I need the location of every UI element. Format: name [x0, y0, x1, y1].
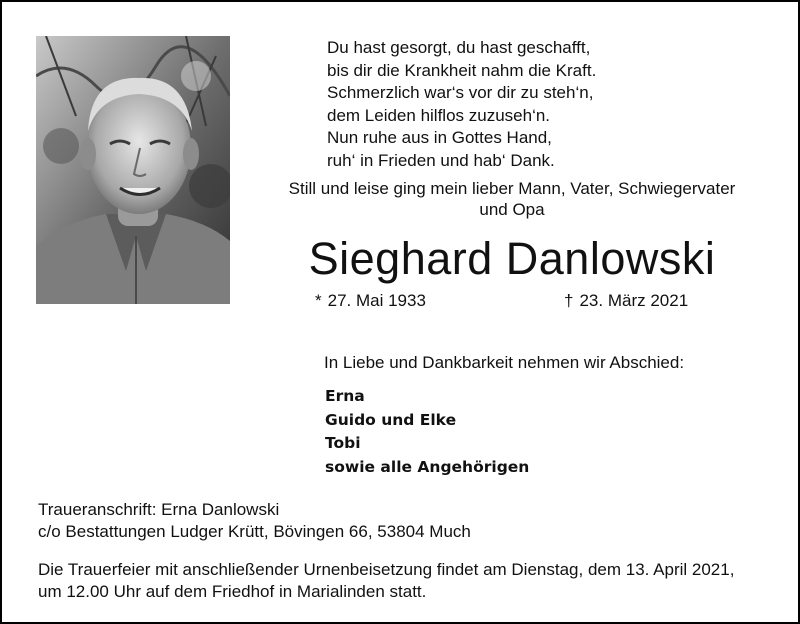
intro-line: und Opa: [479, 200, 545, 219]
mourners-list: [325, 385, 529, 479]
poem-line: bis dir die Krankheit nahm die Kraft.: [327, 60, 597, 80]
mourner: Guido und Elke: [325, 410, 457, 429]
ceremony-line: um 12.00 Uhr auf dem Friedhof in Marialinden statt.: [38, 582, 427, 601]
birth-symbol: *: [315, 291, 322, 310]
mourner: Erna: [325, 387, 365, 405]
deceased-name: Sieghard Danlowski: [308, 233, 716, 284]
announcement-intro: [242, 178, 782, 220]
ceremony-info: [38, 559, 788, 603]
birth-date-line: [315, 291, 426, 311]
mourner: sowie alle Angehörigen: [325, 457, 530, 476]
death-symbol: †: [564, 291, 574, 310]
poem-line: ruh‘ in Frieden und hab‘ Dank.: [327, 150, 555, 170]
address-line: Traueranschrift: Erna Danlowski: [38, 500, 280, 519]
death-date: 23. März 2021: [579, 291, 689, 310]
poem: [327, 37, 596, 172]
poem-line: Schmerzlich war‘s vor dir zu steh‘n,: [327, 83, 594, 102]
birth-date: 27. Mai 1933: [327, 291, 426, 310]
farewell-text: In Liebe und Dankbarkeit nehmen wir Abschied:: [324, 353, 685, 372]
address-line: c/o Bestattungen Ludger Krütt, Bövingen 66, 53804 Much: [38, 522, 471, 541]
intro-line: Still und leise ging mein lieber Mann, Vater, Schwiegervater: [288, 179, 736, 198]
mourning-address: [38, 499, 471, 543]
death-date-line: [564, 291, 688, 311]
ceremony-line: Die Trauerfeier mit anschließender Urnenbeisetzung findet am Dienstag, dem 13. April 2021,: [38, 560, 735, 579]
poem-line: Du hast gesorgt, du hast geschafft,: [327, 38, 591, 57]
portrait-photo: [36, 36, 230, 304]
poem-line: dem Leiden hilflos zuzuseh‘n.: [327, 105, 551, 125]
poem-line: Nun ruhe aus in Gottes Hand,: [327, 128, 552, 147]
mourner: Tobi: [325, 434, 361, 452]
